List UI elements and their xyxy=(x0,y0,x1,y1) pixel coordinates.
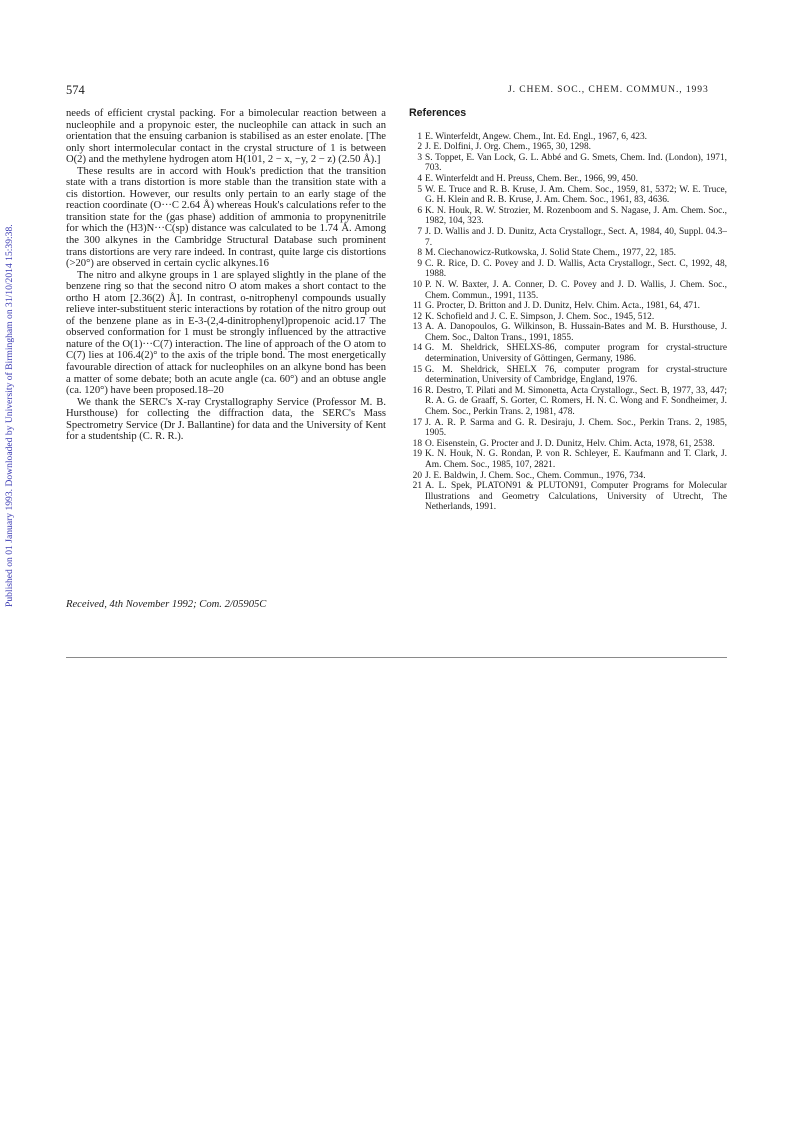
reference-number: 15 xyxy=(412,364,422,375)
reference-text: J. D. Wallis and J. D. Dunitz, Acta Crystallogr., Sect. A, 1984, 40, Suppl. 04.3–7. xyxy=(425,226,727,248)
reference-number: 10 xyxy=(412,279,422,290)
body-paragraph: These results are in accord with Houk's prediction that the transition state with a trans distortion is more stable than the transition state with a cis distortion. However, our results only pertain to an early stage of the reaction coordinate (O···C 2.64 Å) whereas Houk's calculations refer to the transition state for the (gas phase) addition of ammonia to propynenitrile for which the (H3)N···C(sp) distance was calculated to be 1.74 Å. Among the 300 alkynes in the Cambridge Structural Database such prominent trans distortions are very rare indeed. In contrast, quite large cis distortions (>20°) are observed in certain cyclic alkynes.16 xyxy=(66,165,386,270)
reference-text: G. M. Sheldrick, SHELX 76, computer program for crystal-structure determination, University of Cambridge, England, 1976. xyxy=(425,364,727,386)
reference-text: E. Winterfeldt, Angew. Chem., Int. Ed. Engl., 1967, 6, 423. xyxy=(425,131,647,142)
reference-number: 4 xyxy=(417,173,422,184)
received-line: Received, 4th November 1992; Com. 2/05905C xyxy=(66,599,267,610)
journal-running-header: J. CHEM. SOC., CHEM. COMMUN., 1993 xyxy=(508,84,709,95)
reference-number: 9 xyxy=(417,258,422,269)
reference-number: 12 xyxy=(412,311,422,322)
reference-text: M. Ciechanowicz-Rutkowska, J. Solid State Chem., 1977, 22, 185. xyxy=(425,248,677,259)
reference-item xyxy=(409,322,727,343)
reference-number: 17 xyxy=(412,417,422,428)
reference-item xyxy=(409,312,727,323)
reference-item xyxy=(409,301,727,312)
reference-item xyxy=(409,449,727,470)
reference-item xyxy=(409,174,727,185)
reference-text: G. M. Sheldrick, SHELXS-86, computer program for crystal-structure determination, University of Göttingen, Germany, 1986. xyxy=(425,343,727,365)
reference-text: S. Toppet, E. Van Lock, G. L. Abbé and G. Smets, Chem. Ind. (London), 1971, 703. xyxy=(425,152,727,174)
reference-text: O. Eisenstein, G. Procter and J. D. Dunitz, Helv. Chim. Acta, 1978, 61, 2538. xyxy=(425,438,715,449)
reference-item xyxy=(409,343,727,364)
reference-item xyxy=(409,365,727,386)
references-list xyxy=(409,132,727,513)
reference-number: 13 xyxy=(412,322,422,333)
reference-text: G. Procter, D. Britton and J. D. Dunitz, Helv. Chim. Acta., 1981, 64, 471. xyxy=(425,301,701,312)
body-paragraph: The nitro and alkyne groups in 1 are splayed slightly in the plane of the benzene ring so that the second nitro O atom makes a short contact to the ortho H atom [2.36(2) Å]. In contrast, o-nitrophenyl compounds usually relieve inter-substituent steric interactions by rotation of the nitro group out of the benzene plane as in E-3-(2,4-dinitrophenyl)propenoic acid.17 The observed conformation for 1 must be strongly influenced by the attractive nature of the O(1)···C(7) interaction. The line of approach of the O atom to C(7) lies at 106.4(2)° to the axis of the triple bond. The most energetically favourable direction of attack for nucleophiles on an alkyne bond has been a matter of some debate; both an acute angle (ca. 60°) and an obtuse angle (ca. 120°) have been proposed.18–20 xyxy=(66,269,386,397)
reference-number: 8 xyxy=(417,248,422,259)
reference-item xyxy=(409,206,727,227)
reference-item xyxy=(409,481,727,513)
reference-number: 18 xyxy=(412,438,422,449)
reference-item xyxy=(409,386,727,418)
reference-item xyxy=(409,248,727,259)
reference-number: 3 xyxy=(417,152,422,163)
reference-text: A. L. Spek, PLATON91 & PLUTON91, Computer Programs for Molecular Illustrations and Geometry Calculations, University of Utrecht, The Netherlands, 1991. xyxy=(425,481,727,513)
body-text-column xyxy=(66,108,386,443)
download-watermark: Published on 01 January 1993. Downloaded by University of Birmingham on 31/10/2014 15:39:38. xyxy=(4,224,15,608)
reference-item xyxy=(409,418,727,439)
reference-item xyxy=(409,153,727,174)
reference-item xyxy=(409,132,727,143)
reference-item xyxy=(409,185,727,206)
page-divider xyxy=(66,657,727,658)
reference-text: P. N. W. Baxter, J. A. Conner, D. C. Povey and J. D. Wallis, J. Chem. Soc., Chem. Commun., 1991, 1135. xyxy=(425,279,727,301)
references-heading: References xyxy=(409,107,467,119)
reference-number: 1 xyxy=(417,131,422,142)
reference-text: K. Schofield and J. C. E. Simpson, J. Chem. Soc., 1945, 512. xyxy=(425,311,655,322)
reference-text: J. E. Baldwin, J. Chem. Soc., Chem. Commun., 1976, 734. xyxy=(425,470,646,481)
reference-item xyxy=(409,259,727,280)
reference-number: 2 xyxy=(417,142,422,153)
reference-number: 19 xyxy=(412,449,422,460)
reference-number: 16 xyxy=(412,385,422,396)
reference-text: E. Winterfeldt and H. Preuss, Chem. Ber., 1966, 99, 450. xyxy=(425,173,638,184)
reference-text: R. Destro, T. Pilati and M. Simonetta, Acta Crystallogr., Sect. B, 1977, 33, 447; R. A. G. de Graaff, S. Gorter, C. Romers, H. N. C. Wong and F. Sondheimer, J. Chem. Soc., Perkin Trans. 2, 1981, 478. xyxy=(425,385,727,418)
reference-item xyxy=(409,142,727,153)
reference-text: J. A. R. P. Sarma and G. R. Desiraju, J. Chem. Soc., Perkin Trans. 2, 1985, 1905. xyxy=(425,417,727,439)
reference-number: 7 xyxy=(417,226,422,237)
reference-item xyxy=(409,280,727,301)
reference-item xyxy=(409,471,727,482)
reference-text: K. N. Houk, R. W. Strozier, M. Rozenboom and S. Nagase, J. Am. Chem. Soc., 1982, 104, 323. xyxy=(425,205,727,227)
reference-text: K. N. Houk, N. G. Rondan, P. von R. Schleyer, E. Kaufmann and T. Clark, J. Am. Chem. Soc., 1985, 107, 2821. xyxy=(425,449,727,470)
reference-text: A. A. Danopoulos, G. Wilkinson, B. Hussain-Bates and M. B. Hursthouse, J. Chem. Soc., Dalton Trans., 1991, 1855. xyxy=(425,322,727,343)
reference-text: J. E. Dolfini, J. Org. Chem., 1965, 30, 1298. xyxy=(425,142,591,153)
reference-number: 11 xyxy=(412,301,422,312)
reference-text: W. E. Truce and R. B. Kruse, J. Am. Chem. Soc., 1959, 81, 5372; W. E. Truce, G. H. Klein and R. B. Kruse, J. Am. Chem. Soc., 1961, 83, 4636. xyxy=(425,184,727,206)
reference-number: 20 xyxy=(412,470,422,481)
reference-item xyxy=(409,227,727,248)
body-paragraph: needs of efficient crystal packing. For a bimolecular reaction between a nucleophile and a propynoic ester, the nucleophile can attack in such an orientation that the ensuing carbanion is stabilised as an ester enolate. [The only short intermolecular contact in the crystal structure of 1 is between O(2) and the methylene hydrogen atom H(101, 2 − x, −y, 2 − z) (2.50 Å).] xyxy=(66,108,386,166)
reference-text: C. R. Rice, D. C. Povey and J. D. Wallis, Acta Crystallogr., Sect. C, 1992, 48, 1988. xyxy=(425,258,727,280)
reference-number: 6 xyxy=(417,205,422,216)
reference-number: 14 xyxy=(412,343,422,354)
acknowledgement-paragraph: We thank the SERC's X-ray Crystallography Service (Professor M. B. Hursthouse) for collecting the diffraction data, the SERC's Mass Spectrometry Service (Dr J. Ballantine) for data and the University of Kent for a studentship (C. R. R.). xyxy=(66,396,386,443)
reference-item xyxy=(409,439,727,450)
reference-number: 21 xyxy=(412,481,422,492)
references-column xyxy=(409,108,727,513)
page-number: 574 xyxy=(66,83,85,97)
reference-number: 5 xyxy=(417,184,422,195)
